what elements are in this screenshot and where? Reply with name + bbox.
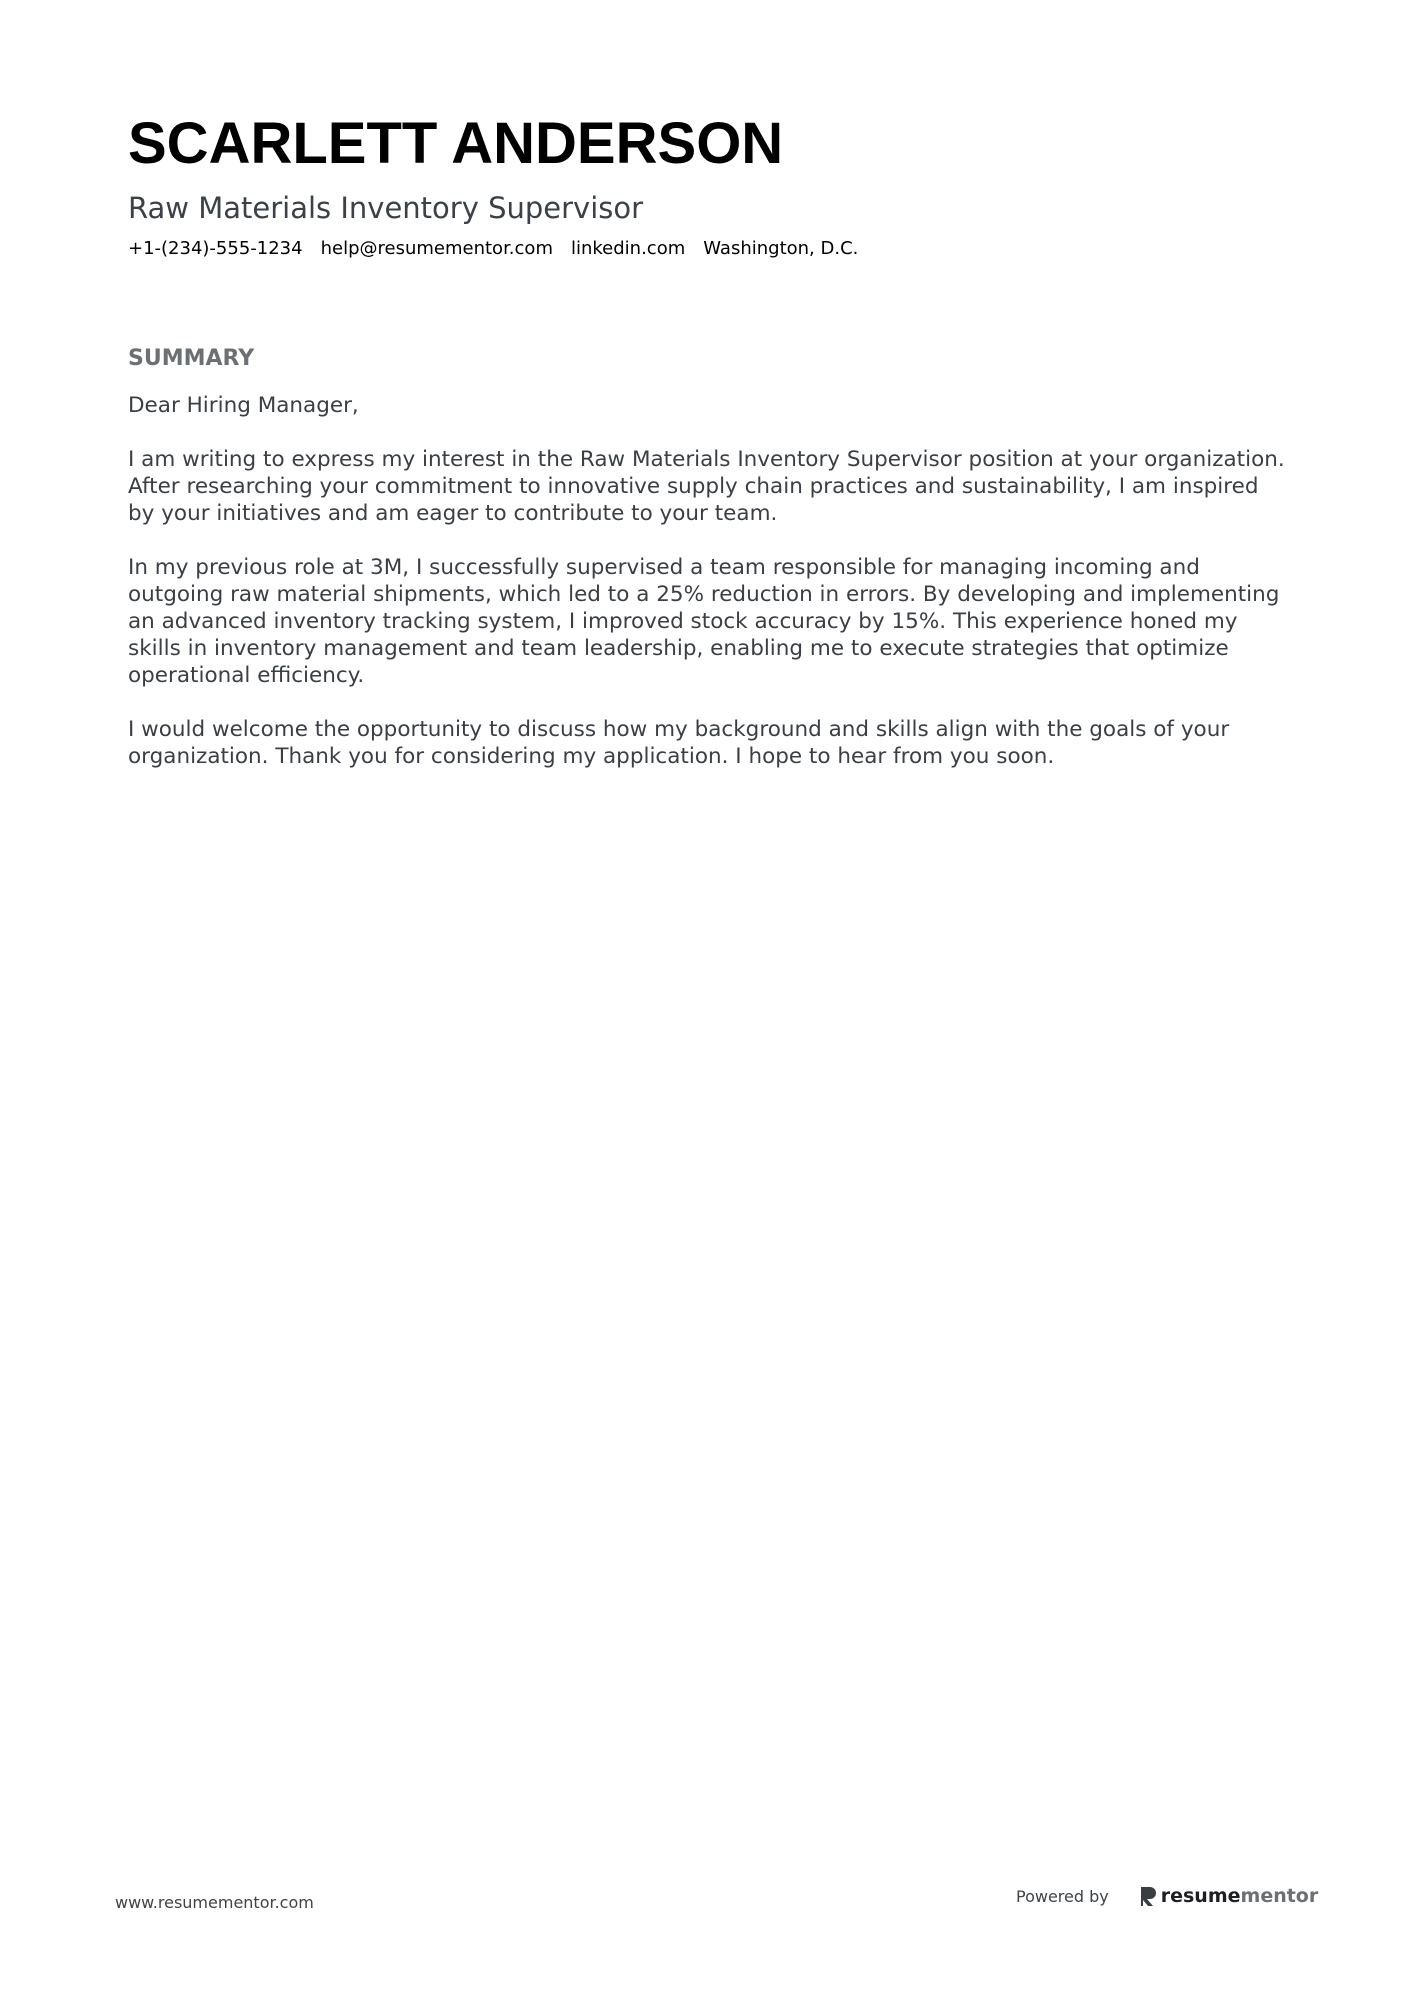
footer-website[interactable]: www.resumementor.com (115, 1893, 314, 1912)
paragraph-intro: I am writing to express my interest in the Raw Materials Inventory Supervisor position at your organization. After researching your commitment to innovative supply chain practices and sustainability, I am inspired by your initiatives and am eager to contribute to your team. (128, 447, 1285, 526)
contact-row (128, 236, 1278, 262)
footer-branding (1016, 1884, 1318, 1908)
contact-location: Washington, D.C. (703, 238, 859, 259)
brand-logo[interactable] (1139, 1884, 1319, 1908)
contact-email[interactable]: help@resumementor.com (320, 238, 553, 259)
resume-header (128, 108, 1278, 262)
resumementor-logo-icon (1139, 1885, 1157, 1907)
candidate-name: SCARLETT ANDERSON (128, 111, 784, 176)
summary-section (128, 342, 1288, 797)
job-title: Raw Materials Inventory Supervisor (128, 191, 644, 225)
brand-name-part1: resume (1160, 1885, 1241, 1907)
contact-linkedin[interactable]: linkedin.com (570, 238, 686, 259)
greeting: Dear Hiring Manager, (128, 393, 359, 418)
paragraph-closing: I would welcome the opportunity to discuss how my background and skills align with the goals of your organization. Thank you for considering my application. I hope to hear from you soon. (128, 717, 1230, 769)
section-heading: SUMMARY (128, 346, 255, 371)
paragraph-experience: In my previous role at 3M, I successfully supervised a team responsible for managing incoming and outgoing raw material shipments, which led to a 25% reduction in errors. By developing and implementing an advanced inventory tracking system, I improved stock accuracy by 15%. This experience honed my skills in inventory management and team leadership, enabling me to execute strategies that optimize operational efficiency. (128, 555, 1280, 688)
brand-name-part2: mentor (1240, 1885, 1319, 1907)
contact-phone: +1-(234)-555-1234 (128, 238, 303, 259)
powered-by-label: Powered by (1016, 1886, 1109, 1906)
